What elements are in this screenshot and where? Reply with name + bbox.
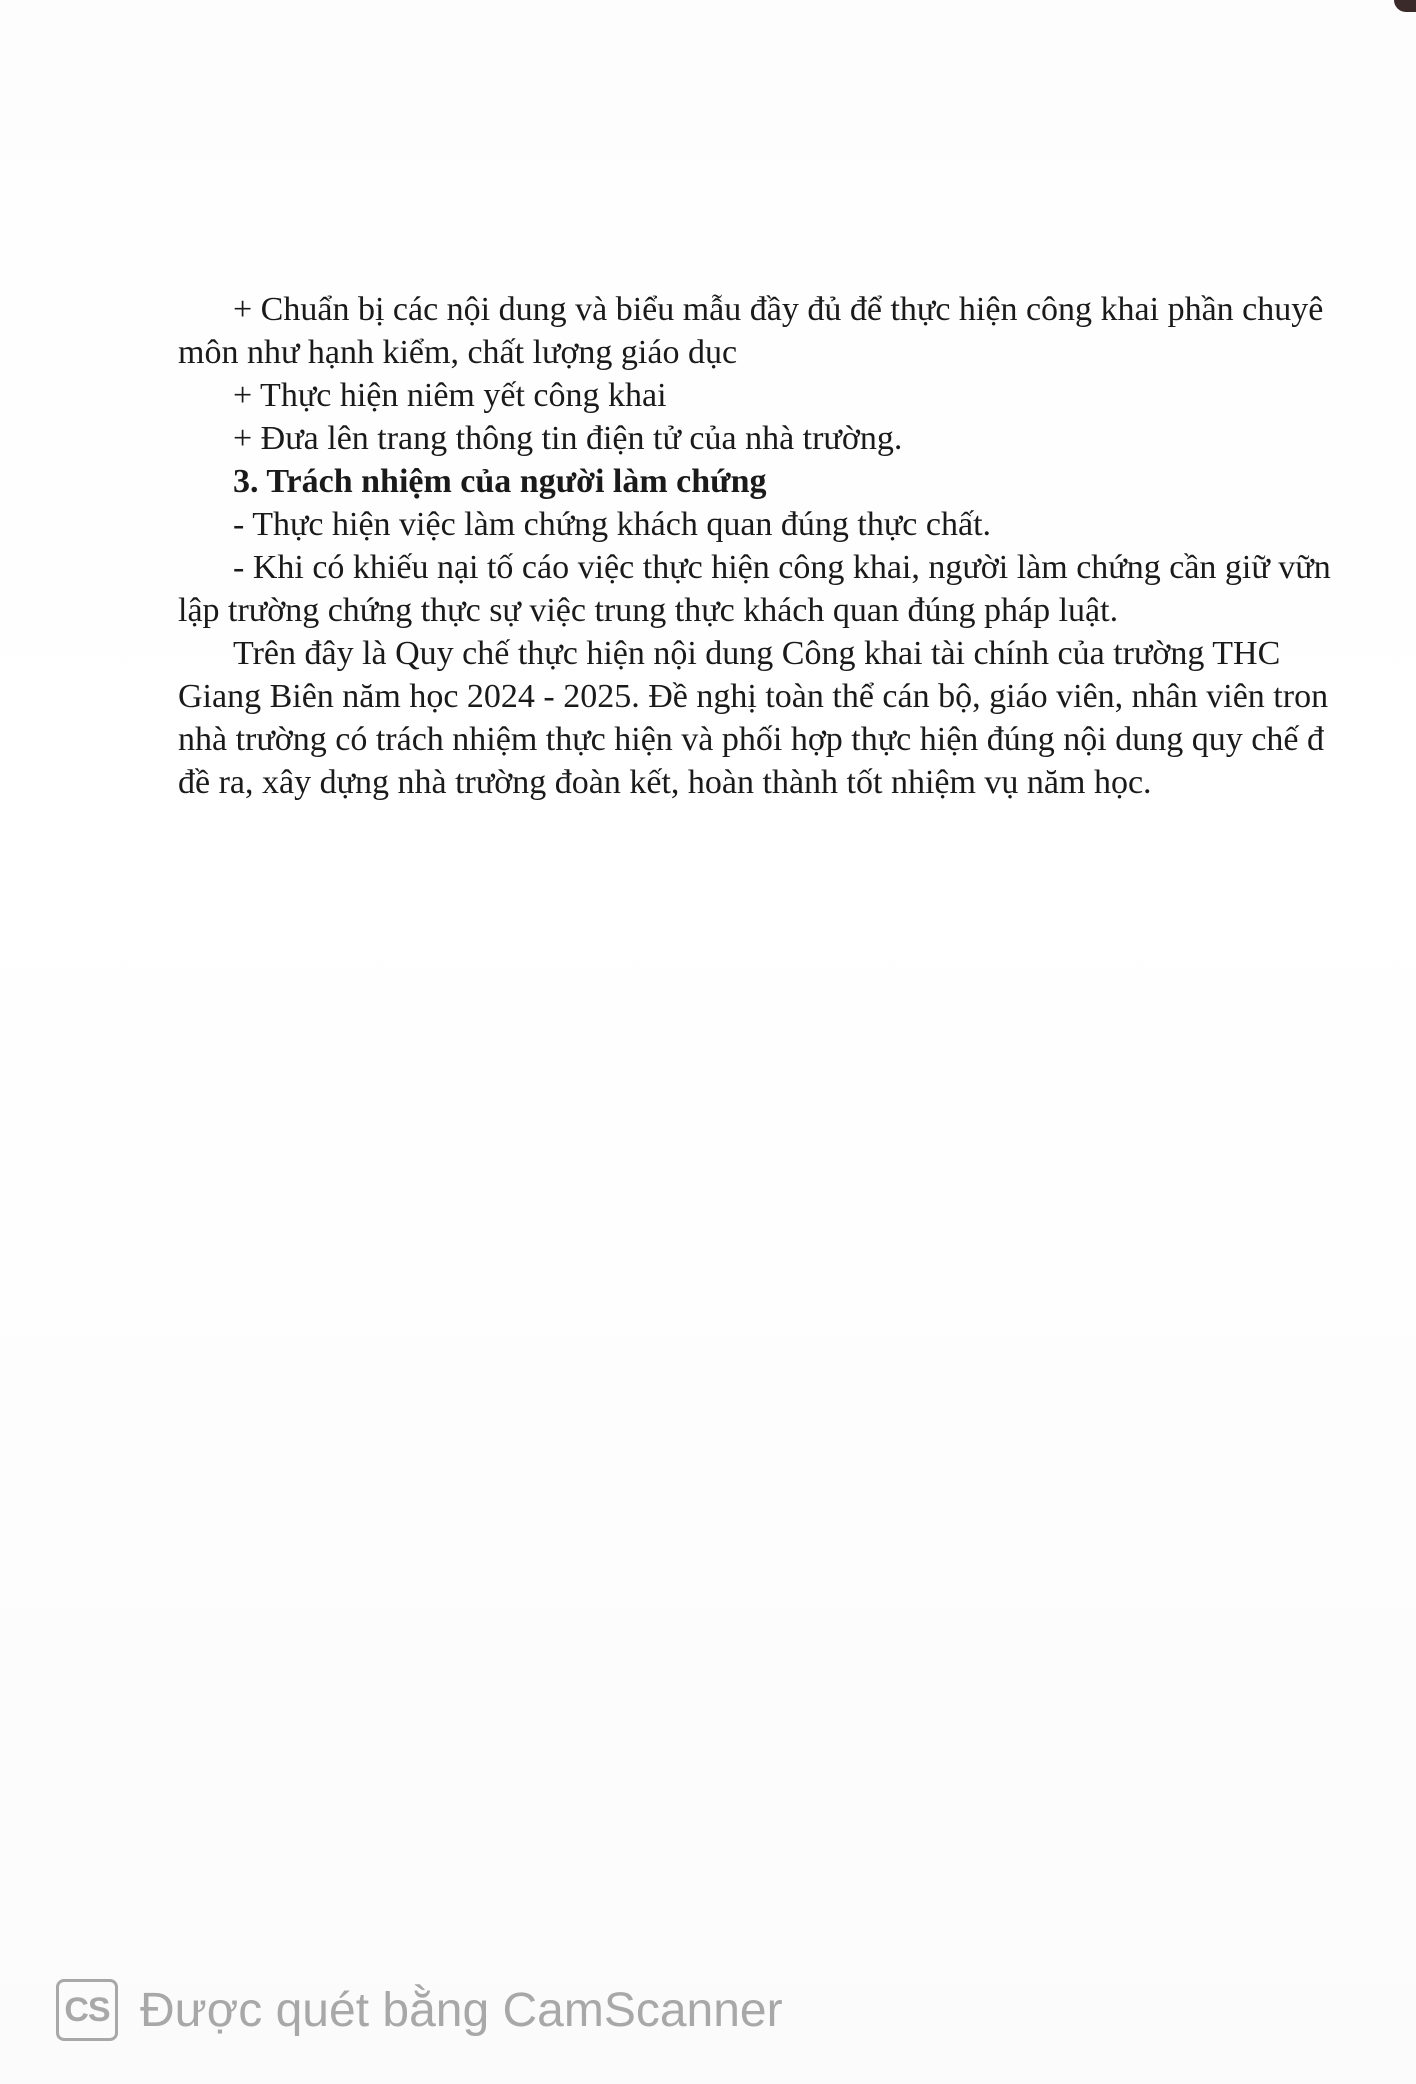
section-heading: 3. Trách nhiệm của người làm chứng: [233, 463, 767, 500]
text-line-6: - Thực hiện việc làm chứng khách quan đúng thực chất.: [233, 506, 992, 543]
text-line-7: - Khi có khiếu nại tố cáo việc thực hiện công khai, người làm chứng cần giữ vữn: [233, 549, 1331, 586]
text-line-11: nhà trường có trách nhiệm thực hiện và phối hợp thực hiện đúng nội dung quy chế đ: [178, 721, 1324, 758]
text-line-10: Giang Biên năm học 2024 - 2025. Đề nghị toàn thể cán bộ, giáo viên, nhân viên tron: [178, 678, 1329, 715]
camscanner-watermark: [56, 1978, 783, 2042]
text-line-4: + Đưa lên trang thông tin điện tử của nhà trường.: [233, 420, 903, 457]
scan-corner-artifact: [1394, 0, 1416, 12]
text-line-9: Trên đây là Quy chế thực hiện nội dung Công khai tài chính của trường THC: [233, 635, 1281, 672]
text-line-2: môn như hạnh kiểm, chất lượng giáo dục: [178, 334, 738, 371]
text-line-8: lập trường chứng thực sự việc trung thực khách quan đúng pháp luật.: [178, 592, 1119, 629]
text-line-12: đề ra, xây dựng nhà trường đoàn kết, hoàn thành tốt nhiệm vụ năm học.: [178, 764, 1152, 801]
document-body: [178, 288, 1416, 804]
camscanner-logo-icon: CS: [56, 1979, 118, 2041]
text-line-1: + Chuẩn bị các nội dung và biểu mẫu đầy đủ để thực hiện công khai phần chuyê: [233, 291, 1324, 328]
watermark-text: Được quét bằng CamScanner: [140, 1983, 783, 2037]
text-line-3: + Thực hiện niêm yết công khai: [233, 377, 667, 414]
